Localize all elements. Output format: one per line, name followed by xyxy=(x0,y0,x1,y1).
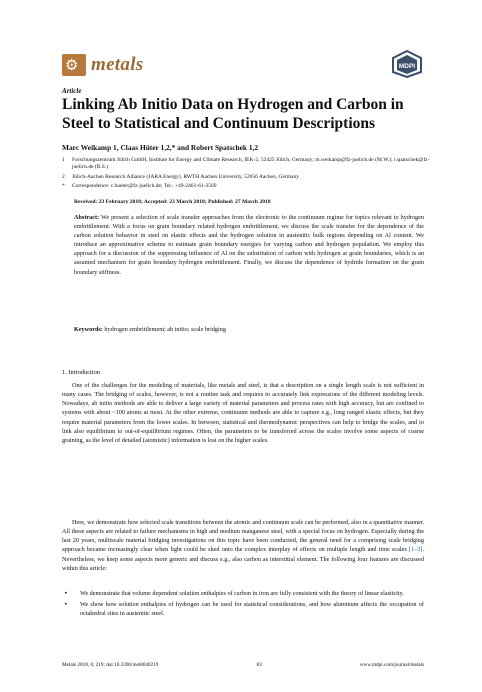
journal-url[interactable]: www.mdpi.com/journal/metals xyxy=(359,662,424,668)
affiliation-text: Jülich-Aachen Research Alliance (JARA Energy), RWTH Aachen University, 52056 Aachen, Germany xyxy=(72,174,299,180)
keywords-text: hydrogen embrittlement; ab initio; scale bridging xyxy=(104,326,226,333)
affiliation-mark: 2 xyxy=(62,174,65,180)
author-list: Marc Weikamp 1, Claas Hüter 1,2,* and Robert Spatschek 1,2 xyxy=(62,143,259,152)
publisher-name: MDPI xyxy=(398,63,416,70)
paragraph-2 xyxy=(62,518,424,573)
paragraph-text: One of the challenges for the modeling of materials, like metals and steel, is that a description on a single length scale is not sufficient in many cases. The bridging of scales, however, is not a routine task and requires to accurately link expressions of the different modeling levels. Nowadays, ab initio methods are able to deliver a large variety of material parameters and process rates with high accuracy, but are confined to systems with about ~100 atoms at most. At the other extreme, continuum methods are able to capture e.g., long ranged elastic effects, but they require material parameters from the lower scales. In between, statistical and thermodynamic perspectives can help to bridge the scales, and to link also equilibrium to out-of-equilibrium regimes. Often, the parameters to be transferred across the scales involve some aspects of coarse graining, as the level of detailed (atomistic) information is lost on the higher scales. xyxy=(62,382,424,444)
citation-link[interactable]: [1–3] xyxy=(409,546,423,554)
affiliation-text: Forschungszentrum Jülich GmbH, Institute for Energy and Climate Research, IEK-2, 52425 Jülich, Germany; m.weikamp@fz-juelich.de (M.W.); r.spatschek@fz-juelich.de (R.S.) xyxy=(72,157,430,171)
abstract-text: We present a selection of scale transfer approaches from the electronic to the continuum regime for topics relevant to hydrogen embrittlement. With a focus on grain boundary related hydrogen embrittlement, we discuss the scale transfer for the dependence of the carbon solution behavior in steel on elastic effects and the hydrogen solution in austenitic bulk regions depending on Al content. We introduce an approximative scheme to estimate grain boundary energies for varying carbon and hydrogen population. We employ this approach for a discussion of the suppressing influence of Al on the substitution of carbon with hydrogen at grain boundaries, which is an assumed mechanism for grain boundary hydrogen embrittlement. Finally, we discuss the dependence of hydride formation on the grain boundary stiffness. xyxy=(74,214,424,276)
affiliation-mark: * xyxy=(62,183,65,189)
paragraph-1 xyxy=(62,381,424,445)
journal-logo xyxy=(62,54,143,76)
paper-title: Linking Ab Initio Data on Hydrogen and Carbon in Steel to Statistical and Continuum Descriptions xyxy=(62,96,404,132)
bullet-icon: • xyxy=(64,590,68,597)
bullet-list xyxy=(62,589,424,620)
article-type: Article xyxy=(62,87,82,95)
abstract xyxy=(74,213,424,277)
publication-dates: Received: 23 February 2018; Accepted: 23 March 2018; Published: 27 March 2018 xyxy=(74,199,271,205)
affiliation-mark: 1 xyxy=(62,157,65,163)
page-footer xyxy=(62,662,424,668)
list-item-text: We show how solution enthalpies of hydrogen can be used for statistical considerations, and how aluminum affects the occupation of octahedral sites in austenitic steel. xyxy=(80,601,424,618)
paragraph-text: . Nevertheless, we keep some aspects more generic and discuss e.g., also carbon as interstitial element. The following four features are discussed within this article: xyxy=(62,546,424,572)
bullet-icon: • xyxy=(64,601,68,609)
journal-name: metals xyxy=(91,54,144,75)
footer-citation: Metals 2018, 8, 219; doi:10.3390/met8040219 xyxy=(62,662,159,668)
mdpi-logo-icon xyxy=(391,50,423,78)
page-number: 83 xyxy=(256,662,262,668)
list-item xyxy=(62,589,424,598)
journal-logo-icon: ⚙ xyxy=(62,54,86,76)
paragraph-text: Here, we demonstrate how selected scale transitions between the atomic and continuum scale can be performed, also in a quantitative manner. All these aspects are related to failure mechanisms in high and medium manganese steel, with a special focus on hydrogen. Especially during the last 20 years, multiscale material bridging investigations on this topic have been conducted, the general need for a comprising scale bridging approach became increasingly clear when light could be shed onto the complex interplay of effects on multiple length and time scales xyxy=(62,519,424,554)
keywords xyxy=(74,325,424,334)
list-item-text: We demonstrate that volume dependent solution enthalpies of carbon in iron are fully consistent with the theory of linear elasticity. xyxy=(80,590,404,597)
correspondence-text: Correspondence: c.hueter@fz-juelich.de; Tel.: +49-2461-61-2569 xyxy=(72,183,217,189)
section-heading: 1. Introduction xyxy=(62,369,100,376)
list-item xyxy=(62,600,424,618)
keywords-label: Keywords: xyxy=(74,326,103,333)
abstract-label: Abstract: xyxy=(74,214,100,221)
